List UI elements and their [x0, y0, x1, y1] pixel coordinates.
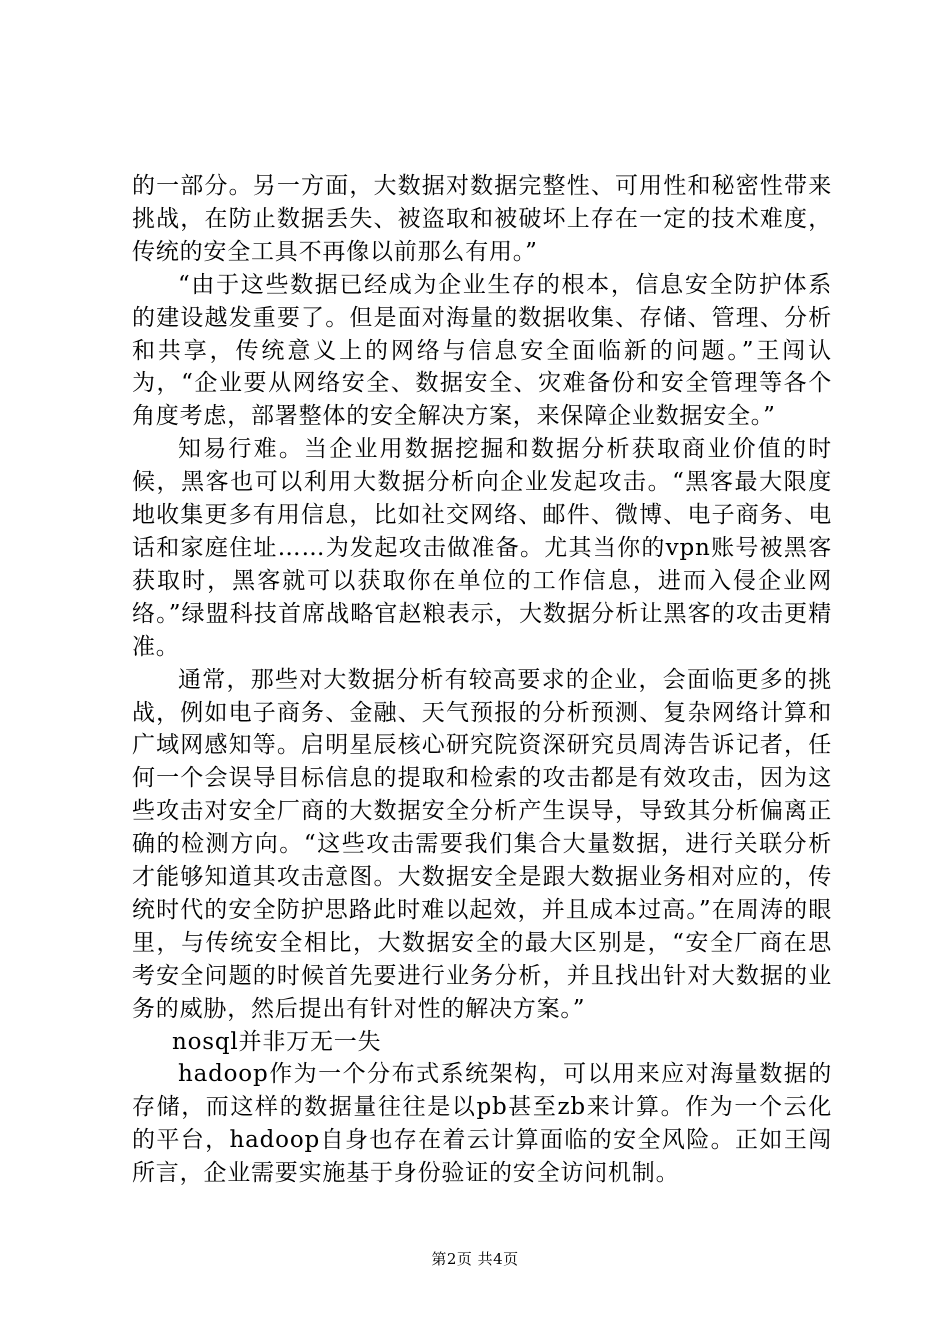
section-heading: nosql并非万无一失	[172, 1028, 382, 1055]
paragraph: 的一部分。另一方面，大数据对数据完整性、可用性和秘密性带来挑战，在防止数据丢失、被盗取和被破坏上存在一定的技术难度，传统的安全工具不再像以前那么有用。”	[132, 173, 832, 265]
paragraph: 知易行难。当企业用数据挖掘和数据分析获取商业价值的时候，黑客也可以利用大数据分析向企业发起攻击。“黑客最大限度地收集更多有用信息，比如社交网络、邮件、微博、电子商务、电话和家庭住址……为发起攻击做准备。尤其当你的vpn账号被黑客获取时，黑客就可以获取你在单位的工作信息，进而入侵企业网络。”绿盟科技首席战略官赵粮表示，大数据分析让黑客的攻击更精准。	[132, 436, 832, 660]
paragraph: hadoop作为一个分布式系统架构，可以用来应对海量数据的存储，而这样的数据量往往是以pb甚至zb来计算。作为一个云化的平台，hadoop自身也存在着云计算面临的安全风险。正如王闯所言，企业需要实施基于身份验证的安全访问机制。	[132, 1061, 832, 1187]
paragraph: “由于这些数据已经成为企业生存的根本，信息安全防护体系的建设越发重要了。但是面对海量的数据收集、存储、管理、分析和共享，传统意义上的网络与信息安全面临新的问题。”王闯认为，“企业要从网络安全、数据安全、灾难备份和安全管理等各个角度考虑，部署整体的安全解决方案，来保障企业数据安全。”	[132, 271, 832, 430]
page-number-footer: 第2页 共4页	[431, 1250, 519, 1268]
paragraph: 通常，那些对大数据分析有较高要求的企业，会面临更多的挑战，例如电子商务、金融、天气预报的分析预测、复杂网络计算和广域网感知等。启明星辰核心研究院资深研究员周涛告诉记者，任何一个会误导目标信息的提取和检索的攻击都是有效攻击，因为这些攻击对安全厂商的大数据安全分析产生误导，导致其分析偏离正确的检测方向。“这些攻击需要我们集合大量数据，进行关联分析才能够知道其攻击意图。大数据安全是跟大数据业务相对应的，传统时代的安全防护思路此时难以起效，并且成本过高。”在周涛的眼里，与传统安全相比，大数据安全的最大区别是，“安全厂商在思考安全问题的时候首先要进行业务分析，并且找出针对大数据的业务的威胁，然后提出有针对性的解决方案。”	[132, 666, 832, 1022]
document-body	[132, 170, 832, 1190]
